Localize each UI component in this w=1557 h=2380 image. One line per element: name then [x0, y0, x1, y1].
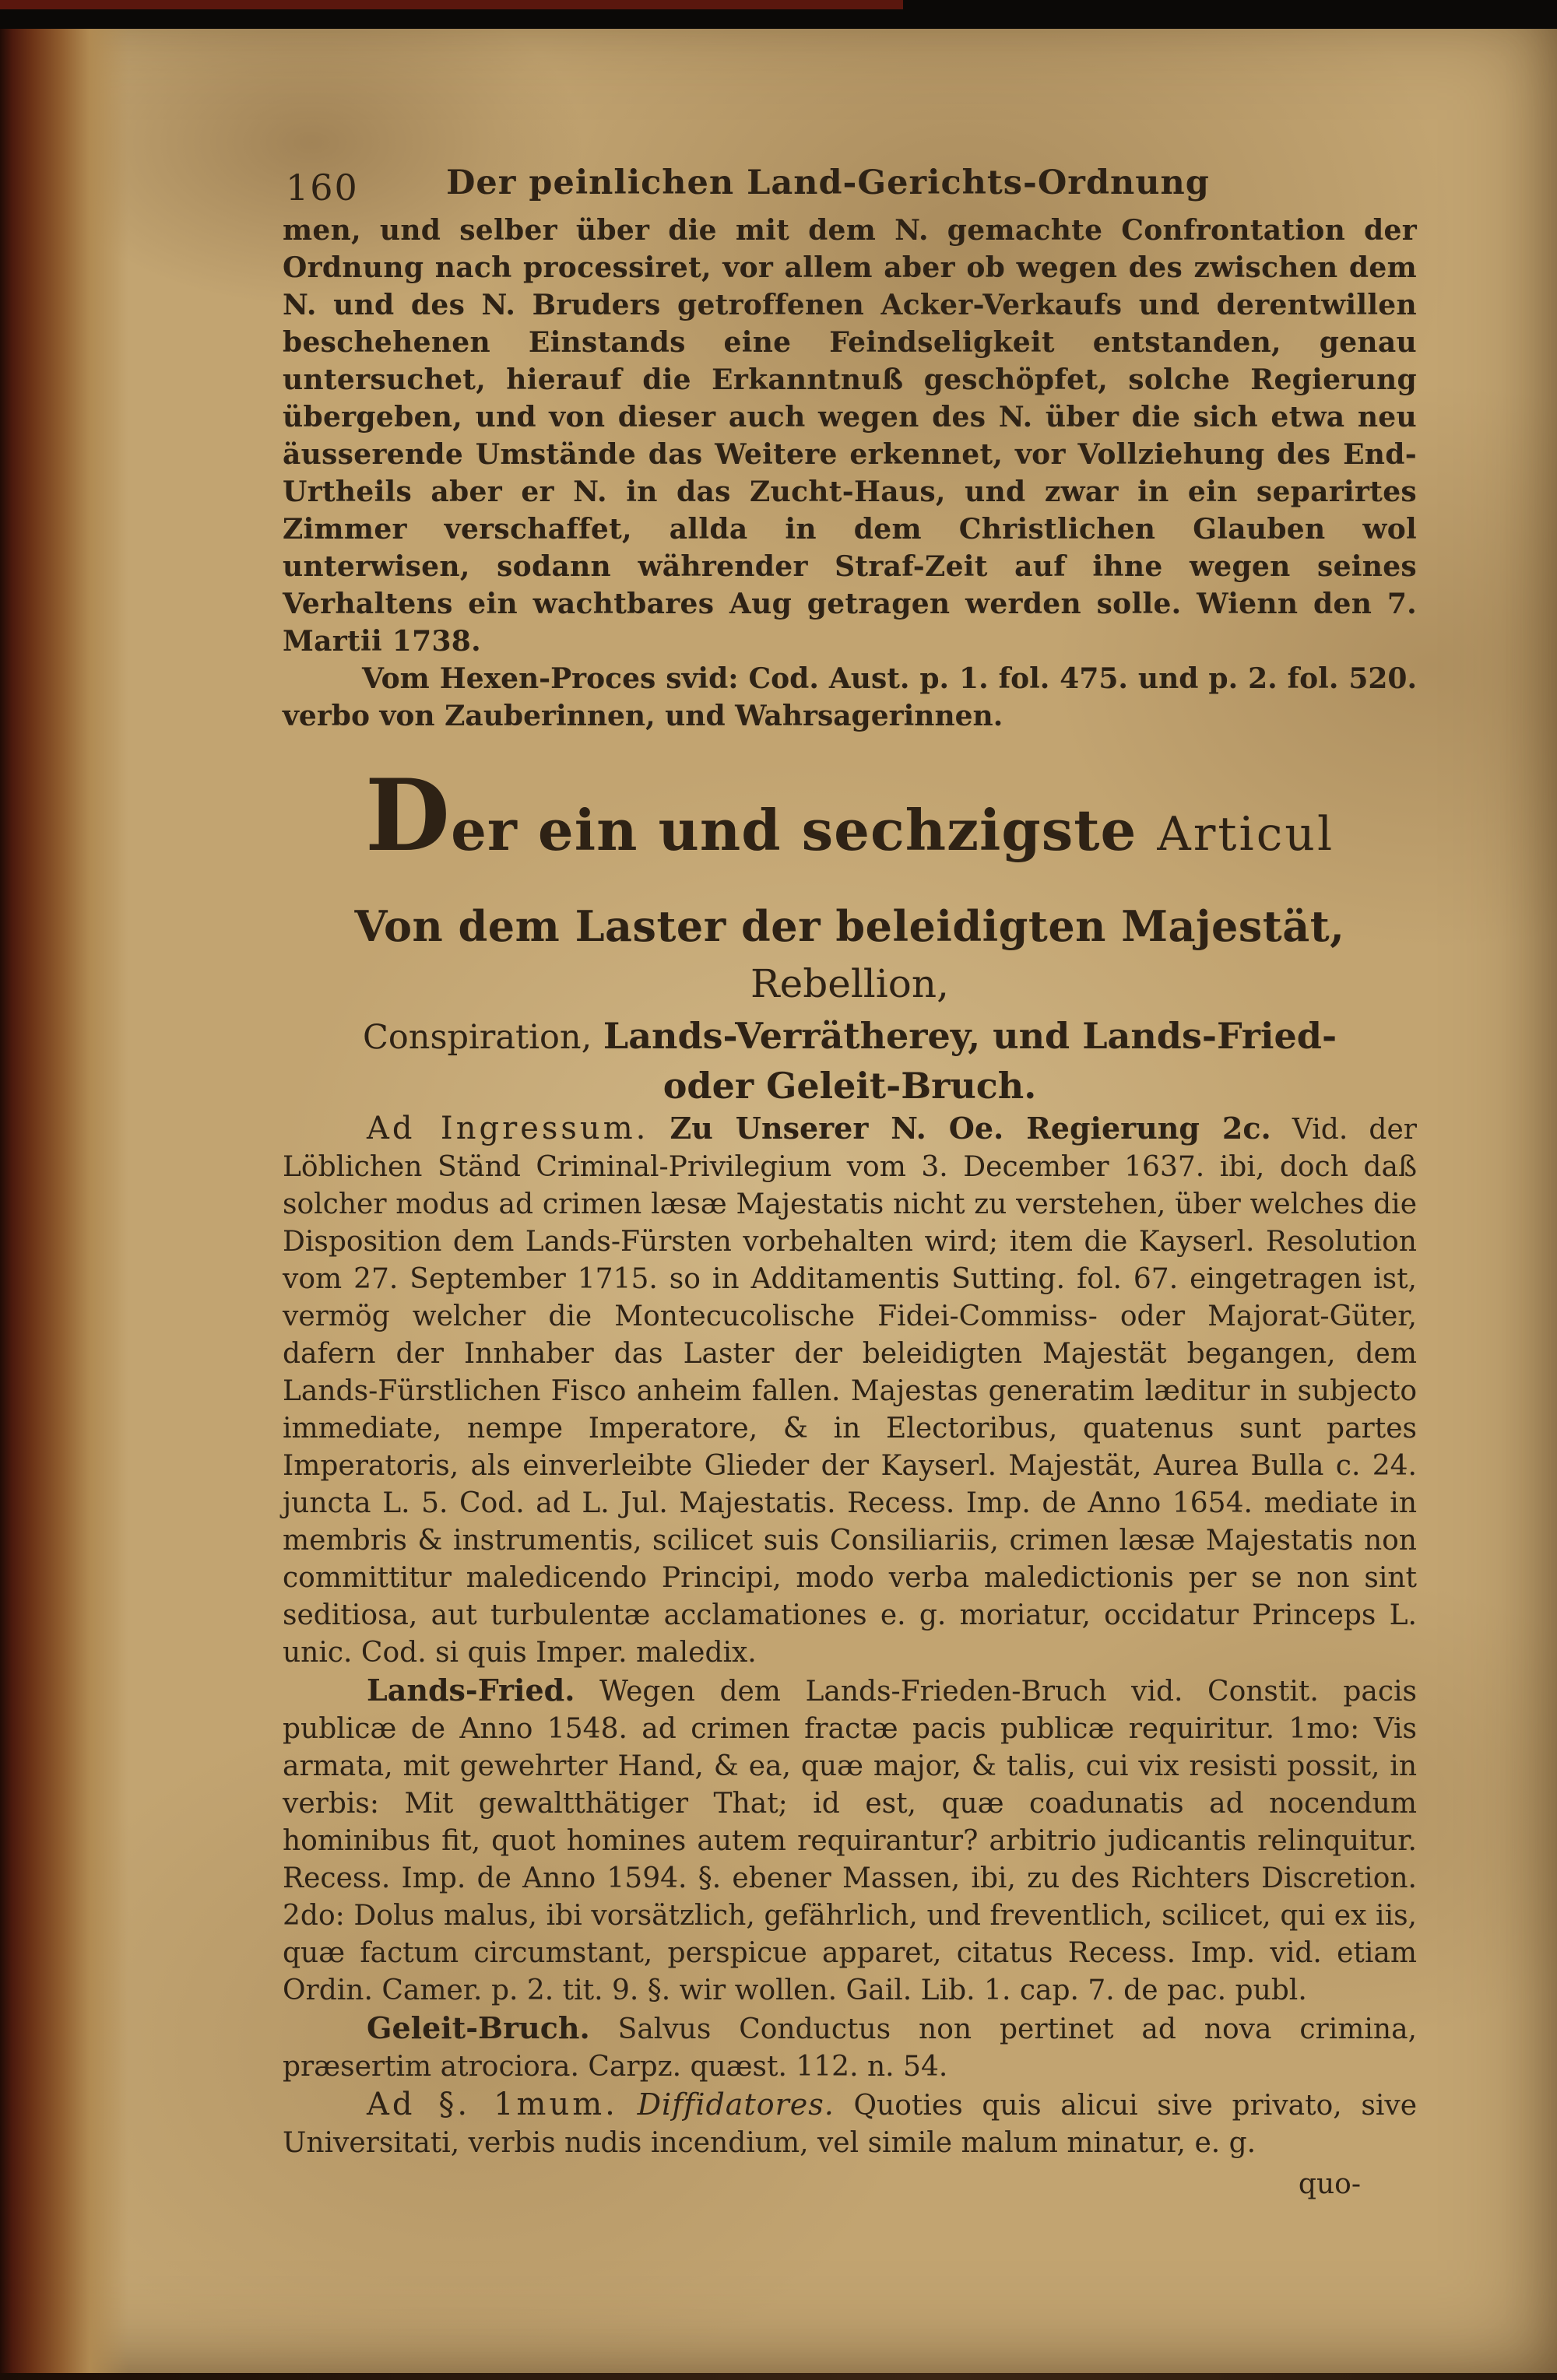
running-header: Der peinlichen Land-Gerichts-Ordnung [446, 163, 1210, 202]
section-ad-ingressum-lead2: Zu Unserer N. Oe. Regierung 2c. [670, 1111, 1271, 1146]
section-ad-1mum [283, 2086, 1417, 2162]
intro-paragraph: men, und selber über die mit dem N. gemachte Confrontation der Ordnung nach processiret, vor allem aber ob wegen des zwischen dem N. und des N. Bruders getroffenen Acker-Verkaufs und derentwillen beschehenen Einstands eine Feindseligkeit entstanden, genau untersuchet, hierauf die Erkanntnuß geschöpfet, solche Regierung übergeben, und von dieser auch wegen des N. über die sich etwa neu äusserende Umstände das Weitere erkennet, vor Vollziehung des End-Urtheils aber er N. in das Zucht-Haus, und zwar in ein separirtes Zimmer verschaffet, allda in dem Christlichen Glauben wol unterwisen, sodann währender Straf-Zeit auf ihne wegen seines Verhaltens ein wachtbares Aug getragen werden solle. Wienn den 7. Martii 1738. [283, 214, 1417, 658]
article-title [283, 758, 1417, 881]
subtitle-line1-antiqua: Rebellion, [750, 961, 949, 1006]
scan-top-edge [0, 0, 1557, 29]
catchword: quo- [1298, 2168, 1361, 2200]
section-lands-fried-lead: Lands-Fried. [367, 1673, 575, 1708]
page-header [283, 163, 1417, 212]
section-geleit-bruch [283, 2010, 1417, 2086]
subtitle-line2-fraktur: Lands-Verrätherey, und Lands-Fried- [603, 1015, 1337, 1057]
section-ad-ingressum-lead: Ad Ingressum. [367, 1111, 649, 1146]
article-subtitle [283, 898, 1417, 1110]
article-title-antiqua: Articul [1157, 807, 1335, 862]
section-ad-1mum-text: Quoties quis alicui sive privato, sive Universitati, verbis nudis incendium, vel simile malum minatur, e. g. [283, 2090, 1418, 2159]
page-number: 160 [286, 167, 359, 209]
scan-bottom-edge [0, 2373, 1557, 2380]
subtitle-line-2 [283, 1012, 1417, 1062]
section-geleit-bruch-text: Salvus Conductus non pertinet ad nova crimina, præsertim atrociora. Carpz. quæst. 112. n. 54. [283, 2013, 1417, 2083]
citation-paragraph: Vom Hexen-Proces svid: Cod. Aust. p. 1. fol. 475. und p. 2. fol. 520. verbo von Zauberinnen, und Wahrsagerinnen. [283, 662, 1417, 732]
section-lands-fried [283, 1672, 1417, 2010]
subtitle-line2-antiqua: Conspiration, [362, 1018, 592, 1057]
section-lands-fried-text: Wegen dem Lands-Frieden-Bruch vid. Constit. pacis publicæ de Anno 1548. ad crimen fractæ pacis publicæ requiritur. 1mo: Vis armata, mit gewehrter Hand, & ea, quæ major, & talis, cui vix resisti possit, in verbis: Mit gewaltthätiger That; id est, quæ coadunatis ad nocendum hominibus fit, quot homines autem requirantur? arbitrio judicantis relinquitur. Recess. Imp. de Anno 1594. §. ebener Massen, ibi, zu des Richters Discretion. 2do: Dolus malus, ibi vorsätzlich, gefährlich, und freventlich, scilicet, qui ex iis, quæ factum circumstant, perspicue apparet, citatus Recess. Imp. vid. etiam Ordin. Camer. p. 2. tit. 9. §. wir wollen. Gail. Lib. 1. cap. 7. de pac. publ. [283, 1676, 1417, 2006]
subtitle-line-3: oder Geleit-Bruch. [663, 1065, 1037, 1107]
section-ad-1mum-lead: Ad §. 1mum. [367, 2087, 618, 2122]
section-ad-ingressum-text: Vid. der Löblichen Ständ Criminal-Privilegium vom 3. December 1637. ibi, doch daß solcher modus ad crimen læsæ Majestatis nicht zu verstehen, über welches die Disposition dem Lands-Fürsten vorbehalten wird; item die Kayserl. Resolution vom 27. September 1715. so in Additamentis Sutting. fol. 67. eingetragen ist, vermög welcher die Montecucolische Fidei-Commiss- oder Majorat-Güter, dafern der Innhaber das Laster der beleidigten Majestät begangen, dem Lands-Fürstlichen Fisco anheim fallen. Majestas generatim læditur in subjecto immediate, nempe Imperatore, & in Electoribus, quatenus sunt partes Imperatoris, als einverleibte Glieder der Kayserl. Majestät, Aurea Bulla c. 24. juncta L. 5. Cod. ad L. Jul. Majestatis. Recess. Imp. de Anno 1654. mediate in membris & instrumentis, scilicet suis Consiliariis, crimen læsæ Majestatis non committitur maledicendo Principi, modo verba maledictionis per se non sint seditiosa, aut turbulentæ acclamationes e. g. moriatur, occidatur Princeps L. unic. Cod. si quis Imper. maledix. [283, 1114, 1417, 1669]
section-geleit-bruch-lead: Geleit-Bruch. [367, 2010, 590, 2045]
book-spine-edge [0, 0, 128, 2380]
article-title-fraktur: Der ein und sechzigste [364, 758, 1137, 873]
subtitle-line-1 [283, 898, 1417, 1012]
page-content [283, 163, 1417, 2200]
section-ad-1mum-lead2: Diffidatores. [637, 2087, 835, 2122]
section-ad-ingressum [283, 1110, 1417, 1672]
subtitle-line1-fraktur: Von dem Laster der beleidigten Majestät, [354, 901, 1345, 951]
